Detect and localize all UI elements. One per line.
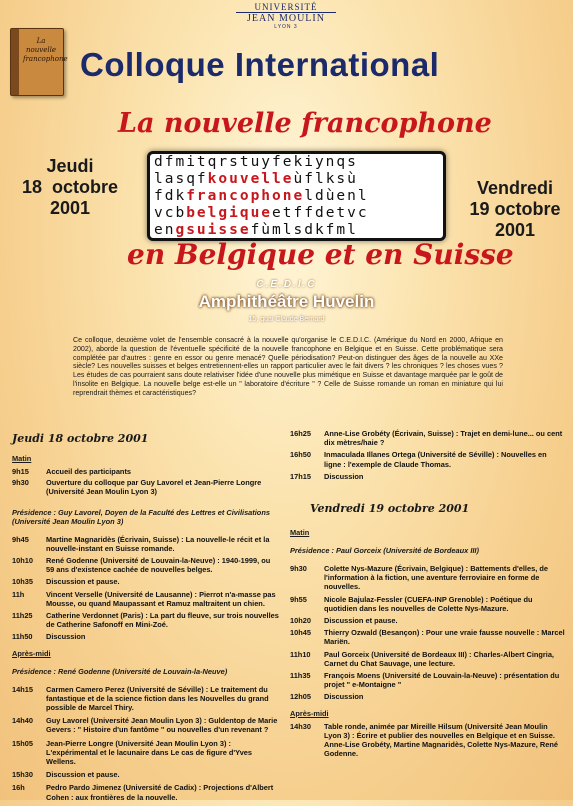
schedule-description: Carmen Camero Perez (Université de Séville) : Le traitement du fantastique et de la science fiction dans les Nouvelles du grand possible de Marcel Thiry. [46, 684, 269, 713]
schedule-description: Nicole Bajulaz-Fessler (CUEFA-INP Grenoble) : Poétique du quotidien dans les nouvelles de Colette Nys-Mazure. [324, 594, 533, 613]
schedule-time: 10h20 [290, 616, 311, 626]
program-right-column [290, 429, 565, 761]
filler-letters: dfmitqrstuyfekiynqs [154, 154, 358, 170]
date-day-one-year: 2001 [49, 198, 91, 218]
schedule-entry [290, 671, 565, 689]
schedule-time: 9h45 [12, 534, 29, 544]
schedule-time: 9h55 [290, 594, 307, 604]
schedule-description: Pedro Pardo Jimenez (Université de Cadix) : Projections d'Albert Cohen : aux frontières de la nouvelle. [46, 783, 274, 802]
schedule-time: 16h [12, 783, 25, 793]
schedule-time: 11h50 [12, 632, 33, 642]
schedule-time: 12h05 [290, 692, 311, 702]
logo-city-text: LYON 3 [274, 24, 298, 30]
schedule-description: Discussion et pause. [46, 770, 120, 780]
schedule-entry [290, 564, 565, 592]
schedule-description: Discussion et pause. [324, 616, 398, 626]
book-illustration [10, 28, 68, 96]
filler-letters: ùflksù [293, 171, 358, 187]
letter-grid-row [150, 188, 443, 205]
book-title: La nouvelle francophone [23, 37, 68, 63]
schedule-entry [290, 616, 565, 625]
schedule-time: 10h35 [12, 577, 33, 587]
schedule-entry [12, 535, 280, 553]
schedule-entry [290, 650, 565, 668]
schedule-description: Paul Gorceix (Université de Bordeaux III) : Charles-Albert Cingria, Carnet du Chat Sauvage, une lecture. [324, 649, 554, 668]
schedule-entry [12, 590, 280, 608]
date-day-two [460, 178, 570, 241]
day-one-heading: Jeudi 18 octobre 2001 [12, 432, 149, 445]
day-one-presidency-morning: Présidence : Guy Lavorel, Doyen de la Faculté des Lettres et Civilisations (Université Jean Moulin Lyon 3) [12, 507, 270, 526]
schedule-entry [12, 685, 280, 713]
schedule-description: Martine Magnaridès (Écrivain, Suisse) : La nouvelle-le récit et la nouvelle-instant en Suisse romande. [46, 534, 270, 553]
filler-letters: en [154, 222, 176, 238]
university-logo [236, 2, 336, 30]
day-one-morning-label: Matin [12, 454, 32, 463]
schedule-entry [290, 692, 565, 701]
logo-top-text: UNIVERSITÉ [236, 2, 336, 13]
schedule-entry [12, 611, 280, 629]
highlighted-word: francophone [186, 188, 305, 204]
day-two-morning-label: Matin [290, 528, 310, 538]
day-two-afternoon-label: Après-midi [290, 708, 329, 718]
day-one-presidency-afternoon: Présidence : René Godenne (Université de Louvain-la-Neuve) [12, 666, 228, 676]
filler-letters: ldùenl [304, 188, 369, 204]
filler-letters: etffdetvc [272, 205, 369, 221]
filler-letters: fdk [154, 188, 187, 204]
schedule-description: Ouverture du colloque par Guy Lavorel et Jean-Pierre Longre (Université Jean Moulin Lyon 3) [46, 478, 262, 497]
schedule-entry [12, 556, 280, 574]
schedule-description: Discussion [324, 471, 364, 481]
letter-grid-row [150, 222, 443, 239]
schedule-time: 9h15 [12, 467, 29, 476]
schedule-entry [12, 770, 280, 779]
subtitle-regions: en Belgique et en Suisse [127, 238, 514, 271]
schedule-time: 16h25 [290, 429, 311, 438]
schedule-time: 9h30 [12, 478, 29, 488]
schedule-description: Catherine Verdonnet (Paris) : La part du fleuve, sur trois nouvelles de Catherine Safonoff en Mini-Zoé. [46, 611, 279, 630]
letter-grid-row [150, 154, 443, 171]
date-day-two-year: 2001 [494, 220, 536, 240]
schedule-entry [290, 450, 565, 468]
venue-address: 15, quai Claude Bernard [248, 316, 325, 323]
schedule-description: Accueil des participants [46, 467, 132, 476]
schedule-entry [12, 739, 280, 767]
schedule-entry [12, 632, 280, 641]
schedule-description: Anne-Lise Grobéty (Écrivain, Suisse) : Trajet en demi-lune... ou cent dix mètres/haie ? [324, 429, 563, 448]
day-two-presidency: Présidence : Paul Gorceix (Université de Bordeaux III) [290, 546, 479, 556]
schedule-time: 11h [12, 589, 25, 599]
date-day-one-weekday: Jeudi [46, 156, 94, 176]
logo-bottom-text: JEAN MOULIN [247, 13, 325, 24]
schedule-time: 11h25 [12, 611, 33, 621]
subtitle-topic: La nouvelle francophone [118, 108, 492, 139]
schedule-description: Table ronde, animée par Mireille Hilsum (Université Jean Moulin Lyon 3) : Écrire et publier des nouvelles en Belgique et en Suisse. Anne-Lise Grobéty, Martine Magnaridès, Colette Nys-Mazure, René Godenne. [324, 721, 558, 759]
schedule-description: Colette Nys-Mazure (Écrivain, Belgique) : Battements d'elles, de l'information à la fiction, une aventure ferroviaire en forme de nouvelles. [324, 564, 548, 592]
filler-letters: vcb [154, 205, 187, 221]
date-day-two-weekday: Vendredi [476, 178, 554, 198]
schedule-time: 11h35 [290, 671, 311, 681]
schedule-description: Jean-Pierre Longre (Université Jean Moulin Lyon 3) : L'expérimental et le lacunaire dans Le cas de figure d'Yves Wellens. [46, 738, 253, 767]
venue-hall: Amphithéâtre Huvelin [198, 292, 375, 311]
organizer-name: C.E.D.I.C [256, 279, 317, 290]
schedule-time: 10h45 [290, 628, 311, 638]
schedule-time: 11h10 [290, 649, 311, 659]
schedule-entry [290, 429, 565, 447]
schedule-time: 9h30 [290, 564, 307, 574]
day-two-heading: Vendredi 19 octobre 2001 [310, 502, 470, 516]
schedule-time: 16h50 [290, 450, 311, 460]
date-day-one [20, 156, 120, 219]
day-one-afternoon-label: Après-midi [12, 648, 51, 658]
schedule-entry [290, 472, 565, 481]
schedule-time: 14h40 [12, 716, 33, 726]
schedule-description: Discussion et pause. [46, 577, 120, 587]
schedule-entry [290, 722, 565, 759]
intro-paragraph: Ce colloque, deuxième volet de l'ensemble consacré à la nouvelle qu'organise le C.E.D.I.C. (Amérique du Nord en 2000, Afrique en 2002), aborde la question de l'éventuelle spécificité de la nouvelle francophone en Belgique et en Suisse. Cette problématique sera complétée par d'autres : genre en essor ou genre menacé? Quelle périodisation? Peut-on distinguer des âges de la nouvelle au XXe siècle? Les nouvelles suisses et belges entretiennent-elles un rapport particulier avec le fait divers ? les chroniques ? les choses vues ? Les études de cas pourraient sans doute relativiser l'idée d'une nouvelle plus mimétique en Suisse et davantage marquée par le goût de l'insolite en Belgique. La nouvelle belge est-elle un " laboratoire d'écriture " ? Celle de Suisse romande un roman en miniature qui lui reprendrait thèmes et caractéristiques? [73, 336, 503, 397]
schedule-description: François Moens (Université de Louvain-la-Neuve) : présentation du projet " e-Montaigne " [324, 671, 560, 690]
highlighted-word: gsuisse [175, 222, 251, 238]
program-day-one [12, 432, 280, 806]
schedule-description: Thierry Ozwald (Besançon) : Pour une vraie fausse nouvelle : Marcel Mariën. [324, 628, 565, 647]
schedule-entry [12, 467, 280, 476]
letter-grid-row [150, 171, 443, 188]
letter-grid [147, 151, 446, 241]
highlighted-word: kouvelle [207, 171, 294, 187]
filler-letters: lasqf [154, 171, 208, 187]
schedule-time: 10h10 [12, 556, 33, 566]
letter-grid-row [150, 205, 443, 222]
schedule-time: 15h05 [12, 738, 33, 748]
schedule-description: Vincent Verselle (Université de Lausanne) : Pierrot n'a-masse pas Mousse, ou quand Maupassant et Ramuz maltraitent un chien. [46, 589, 276, 608]
schedule-description: René Godenne (Université de Louvain-la-Neuve) : 1940-1999, ou 59 ans d'existence cachée de nouvelles belges. [46, 556, 271, 575]
schedule-entry [12, 783, 280, 801]
schedule-entry [12, 478, 280, 496]
schedule-entry [290, 628, 565, 646]
schedule-time: 17h15 [290, 471, 311, 481]
schedule-time: 14h30 [290, 721, 311, 731]
date-day-two-date: 19 octobre [469, 199, 561, 219]
schedule-description: Inmaculada Illanes Ortega (Université de Séville) : Nouvelles en ligne : l'exemple de Claude Thomas. [324, 450, 547, 469]
schedule-entry [290, 595, 565, 613]
schedule-time: 15h30 [12, 770, 33, 780]
schedule-entry [12, 716, 280, 734]
schedule-time: 14h15 [12, 684, 33, 694]
schedule-description: Guy Lavorel (Université Jean Moulin Lyon 3) : Guldentop de Marie Gevers : " Histoire d'un fantôme " ou nouvelles d'un revenant ? [46, 716, 278, 735]
schedule-entry [12, 577, 280, 586]
schedule-description: Discussion [46, 632, 86, 642]
page-title: Colloque International [80, 46, 440, 83]
highlighted-word: belgique [186, 205, 273, 221]
filler-letters: fùmlsdkfml [250, 222, 358, 238]
schedule-description: Discussion [324, 692, 364, 702]
date-day-one-date: 18 octobre [21, 177, 119, 197]
